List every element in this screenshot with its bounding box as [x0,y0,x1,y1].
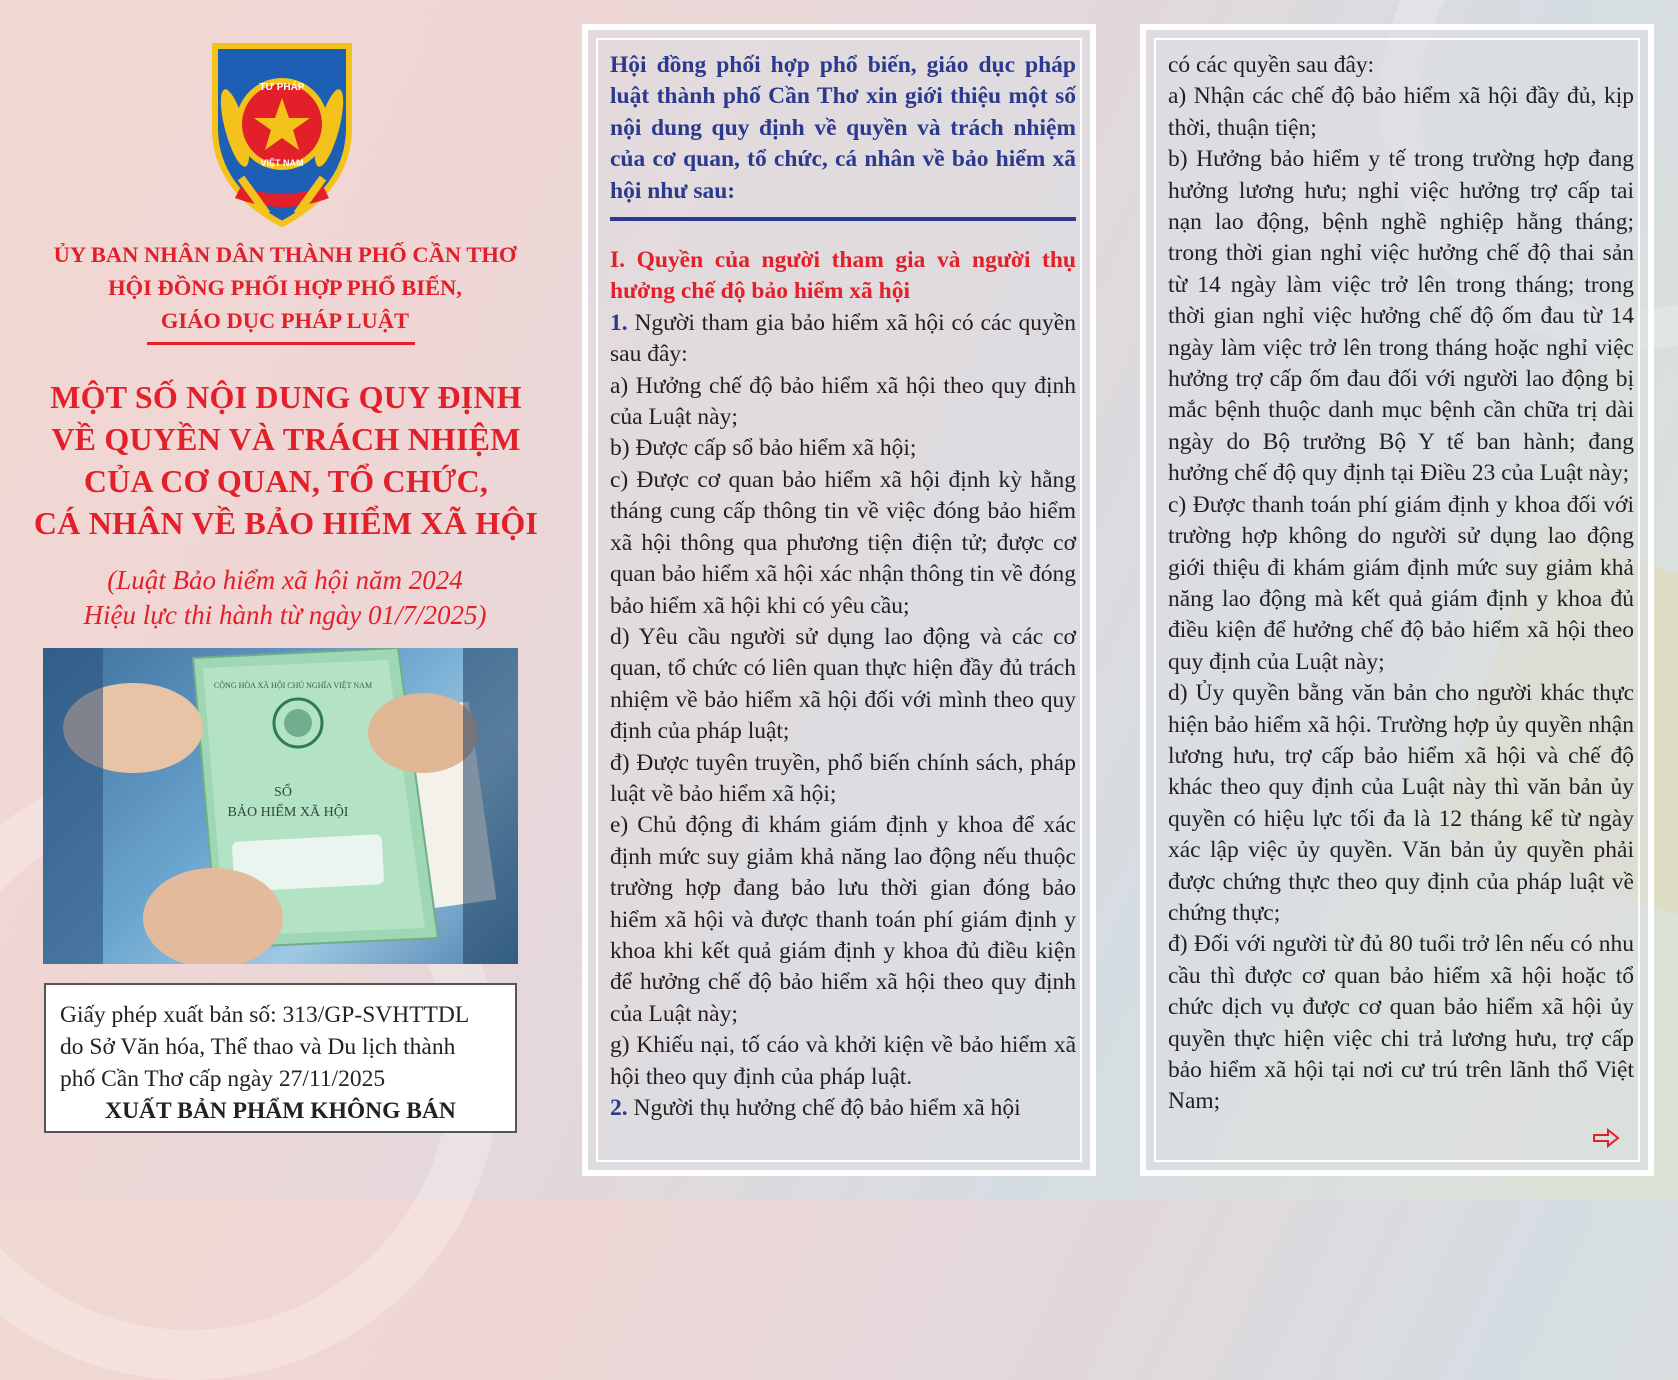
license-line: phố Cần Thơ cấp ngày 27/11/2025 [60,1066,386,1092]
paragraph: có các quyền sau đây: [1168,52,1375,78]
ministry-of-justice-logo [205,38,359,228]
middle-panel-text [610,50,1076,1124]
item-2-text: Người thụ hưởng chế độ bảo hiểm xã hội [627,1095,1021,1121]
law-reference [20,563,550,633]
book-title-2: BẢO HIỂM XÃ HỘI [227,805,349,820]
book-header-text: CỘNG HÒA XÃ HỘI CHỦ NGHĨA VIỆT NAM [213,681,373,690]
paragraph: e) Chủ động đi khám giám định y khoa để xác định mức suy giảm khả năng lao động nếu thuộc trường hợp đang bảo lưu thời gian đóng bảo hiểm xã hội và được thanh toán phí giám định y khoa khi kết quả giám định y khoa đủ điều kiện để hưởng chế độ bảo hiểm xã hội theo quy định của Luật này; [610,812,1076,1027]
right-panel [1140,24,1654,1176]
item-2-number: 2. [610,1095,628,1121]
arrow-right-icon [1592,1128,1620,1148]
paragraph: g) Khiếu nại, tố cáo và khởi kiện về bảo hiểm xã hội theo quy định của pháp luật. [610,1032,1076,1090]
license-line: Giấy phép xuất bản số: 313/GP-SVHTTDL [60,1002,470,1028]
paragraph: b) Hưởng bảo hiểm y tế trong trường hợp đang hưởng lương hưu; nghỉ việc hưởng trợ cấp tai nạn lao động, bệnh nghề nghiệp hằng tháng; trong thời gian nghỉ việc hưởng chế độ thai sản từ 14 ngày làm việc trở lên trong tháng; trong thời gian nghỉ việc hưởng chế độ ốm đau từ 14 ngày làm việc trở lên trong tháng hoặc nghỉ việc hưởng trợ cấp ốm đau đối với người lao động bị mắc bệnh thuộc danh mục bệnh cần chữa trị dài ngày do Bộ trưởng Bộ Y tế ban hành; đang hưởng chế độ quy định tại Điều 23 của Luật này; [1168,146,1634,487]
item-1-number: 1. [610,309,628,336]
item-1-text: Người tham gia bảo hiểm xã hội có các quyền sau đây: [610,309,1076,368]
paragraph: đ) Được tuyên truyền, phổ biến chính sách, pháp luật về bảo hiểm xã hội; [610,749,1076,807]
not-for-sale-notice: XUẤT BẢN PHẨM KHÔNG BÁN [105,1098,456,1124]
item-1 [610,308,1076,371]
title-line: VỀ QUYỀN VÀ TRÁCH NHIỆM [51,421,521,457]
law-line: Hiệu lực thi hành từ ngày 01/7/2025) [83,600,487,630]
right-panel-text [1168,50,1634,1118]
book-illustration [43,648,518,964]
logo-text-top: TƯ PHÁP [259,82,305,93]
logo-text-bottom: VIỆT NAM [260,158,304,168]
paragraph: c) Được cơ quan bảo hiểm xã hội định kỳ hằng tháng cung cấp thông tin về việc đóng bảo hiểm xã hội thông qua phương tiện điện tử; được cơ quan bảo hiểm xã hội xác nhận thông tin về đóng bảo hiểm xã hội khi có yêu cầu; [610,466,1076,619]
license-line: do Sở Văn hóa, Thể thao và Du lịch thành [60,1034,456,1060]
org-line: ỦY BAN NHÂN DÂN THÀNH PHỐ CẦN THƠ [53,242,517,267]
org-line: GIÁO DỤC PHÁP LUẬT [160,308,410,333]
middle-panel [582,24,1096,1176]
paragraph: d) Yêu cầu người sử dụng lao động và các cơ quan, tổ chức có liên quan thực hiện đầy đủ trách nhiệm về bảo hiểm xã hội đối với mình theo quy định của pháp luật; [610,623,1076,745]
org-divider [147,342,415,345]
paragraph: a) Nhận các chế độ bảo hiểm xã hội đầy đủ, kịp thời, thuận tiện; [1168,83,1634,141]
org-line: HỘI ĐỒNG PHỐI HỢP PHỔ BIẾN, [108,275,462,300]
item-2 [610,1093,1076,1124]
law-line: (Luật Bảo hiểm xã hội năm 2024 [107,565,463,595]
intro-paragraph: Hội đồng phối hợp phổ biến, giáo dục pháp luật thành phố Cần Thơ xin giới thiệu một số nội dung quy định về quyền và trách nhiệm của cơ quan, tổ chức, cá nhân về bảo hiểm xã hội như sau: [610,52,1076,204]
paragraph: d) Ủy quyền bằng văn bản cho người khác thực hiện bảo hiểm xã hội. Trường hợp ủy quyền nhận lương hưu, trợ cấp bảo hiểm xã hội và chế độ khác theo quy định của Luật này thì văn bản ủy quyền có hiệu lực tối đa là 12 tháng kể từ ngày xác lập việc ủy quyền. Văn bản ủy quyền phải được chứng thực theo quy định của pháp luật về chứng thực; [1168,680,1634,926]
paragraph: a) Hưởng chế độ bảo hiểm xã hội theo quy định của Luật này; [610,372,1076,431]
social-insurance-book-photo [43,648,518,964]
title-line: CÁ NHÂN VỀ BẢO HIỂM XÃ HỘI [33,505,539,541]
title-line: MỘT SỐ NỘI DUNG QUY ĐỊNH [50,379,522,415]
leaflet-title [16,376,556,544]
paragraph: b) Được cấp sổ bảo hiểm xã hội; [610,435,917,462]
section-heading: I. Quyền của người tham gia và người thụ hưởng chế độ bảo hiểm xã hội [610,247,1076,305]
publication-license-box [44,983,517,1133]
organization-heading [20,238,550,337]
intro-divider [610,217,1076,221]
paragraph: đ) Đối với người từ đủ 80 tuổi trở lên nếu có nhu cầu thì được cơ quan bảo hiểm xã hội hoặc tổ chức dịch vụ được cơ quan bảo hiểm xã hội ủy quyền thực hiện việc chi trả lương hưu, trợ cấp bảo hiểm xã hội tại nơi cư trú trên lãnh thổ Việt Nam; [1168,931,1634,1115]
paragraph: c) Được thanh toán phí giám định y khoa đối với trường hợp không do người sử dụng lao động giới thiệu đi khám giám định mức suy giảm khả năng lao động mà kết quả giám định y khoa đủ điều kiện để hưởng chế độ bảo hiểm xã hội theo quy định của Luật này; [1168,491,1634,675]
title-line: CỦA CƠ QUAN, TỔ CHỨC, [83,463,489,499]
book-title-1: SỔ [274,785,292,800]
